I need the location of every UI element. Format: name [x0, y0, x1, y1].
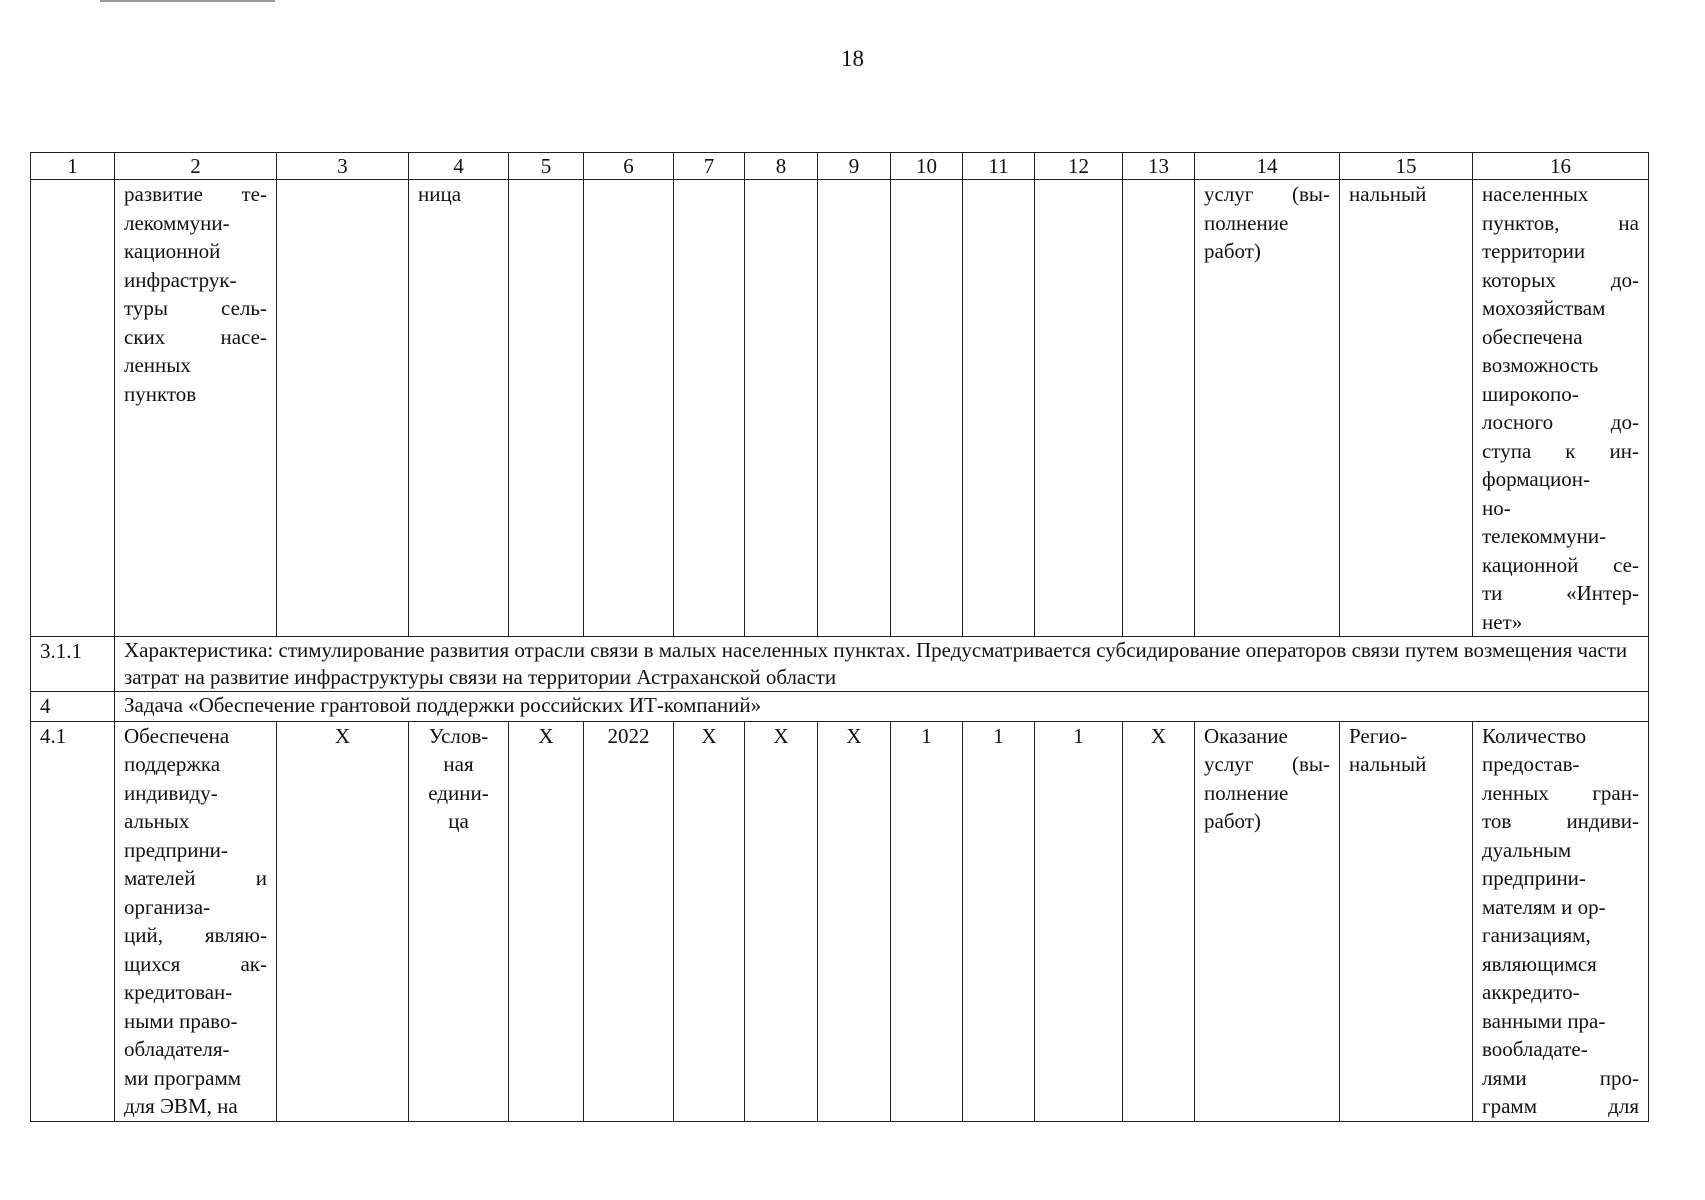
cell-value: 1: [963, 721, 1035, 1121]
task-text: Задача «Обеспечение грантовой поддержки российских ИТ-компаний»: [115, 692, 1649, 722]
col-header: 10: [891, 153, 963, 180]
cell-value: 1: [1035, 721, 1123, 1121]
cell-type: услуг (вы- полнение работ): [1195, 180, 1340, 637]
top-edge-mark: [100, 0, 275, 2]
col-header: 15: [1340, 153, 1473, 180]
col-header: 12: [1035, 153, 1123, 180]
cell-level: Регио- нальный: [1340, 721, 1473, 1121]
cell-value: Х: [509, 721, 584, 1121]
col-header: 4: [409, 153, 509, 180]
cell-value: Х: [674, 721, 745, 1121]
column-number-row: [31, 153, 1649, 180]
row-number: 4.1: [31, 721, 115, 1121]
col-header: 16: [1473, 153, 1649, 180]
col-header: 9: [818, 153, 891, 180]
cell-unit: ница: [409, 180, 509, 637]
col-header: 5: [509, 153, 584, 180]
cell-name: Обеспечена поддержка индивиду- альных предприни- мателей и организа- ций, являю- щихся ак- кредитован- ными право- обладателя- ми программ для ЭВМ, на: [115, 721, 277, 1121]
cell-year: 2022: [584, 721, 674, 1121]
row-number: 3.1.1: [31, 637, 115, 692]
table-row: [31, 692, 1649, 722]
cell-type: Оказание услуг (вы- полнение работ): [1195, 721, 1340, 1121]
cell-value: Х: [277, 721, 409, 1121]
cell-value: Х: [1123, 721, 1195, 1121]
cell-name: развитие те- лекоммуни- кационной инфраструк- туры сель- ских насе- ленных пунктов: [115, 180, 277, 637]
cell-value: Х: [818, 721, 891, 1121]
col-header: 7: [674, 153, 745, 180]
col-header: 2: [115, 153, 277, 180]
cell-unit: Услов- ная едини- ца: [409, 721, 509, 1121]
col-header: 13: [1123, 153, 1195, 180]
table-row: [31, 637, 1649, 692]
col-header: 6: [584, 153, 674, 180]
cell-indicator: населенных пунктов, на территории которых до- мохозяйствам обеспечена возможность широкопо- лосного до- ступа к ин- формацион- но- телекоммуни- кационной се- ти «Интер- нет»: [1473, 180, 1649, 637]
table-row: [31, 721, 1649, 1121]
col-header: 14: [1195, 153, 1340, 180]
table-row: [31, 180, 1649, 637]
characteristic-text: Характеристика: стимулирование развития отрасли связи в малых населенных пунктах. Предусматривается субсидирование операторов связи путем возмещения части затрат на развитие инфраструктуры связи на территории Астраханской области: [115, 637, 1649, 692]
col-header: 1: [31, 153, 115, 180]
program-table: [30, 152, 1649, 1122]
cell-value: 1: [891, 721, 963, 1121]
row-number: 4: [31, 692, 115, 722]
col-header: 11: [963, 153, 1035, 180]
page-number: 18: [841, 46, 864, 71]
cell-indicator: Количество предостав- ленных гран- тов индиви- дуальным предприни- мателям и ор- ганизациям, являющимся аккредито- ванными пра- вообладате- лями про- грамм для: [1473, 721, 1649, 1121]
cell-level: нальный: [1340, 180, 1473, 637]
col-header: 3: [277, 153, 409, 180]
col-header: 8: [745, 153, 818, 180]
cell-value: Х: [745, 721, 818, 1121]
